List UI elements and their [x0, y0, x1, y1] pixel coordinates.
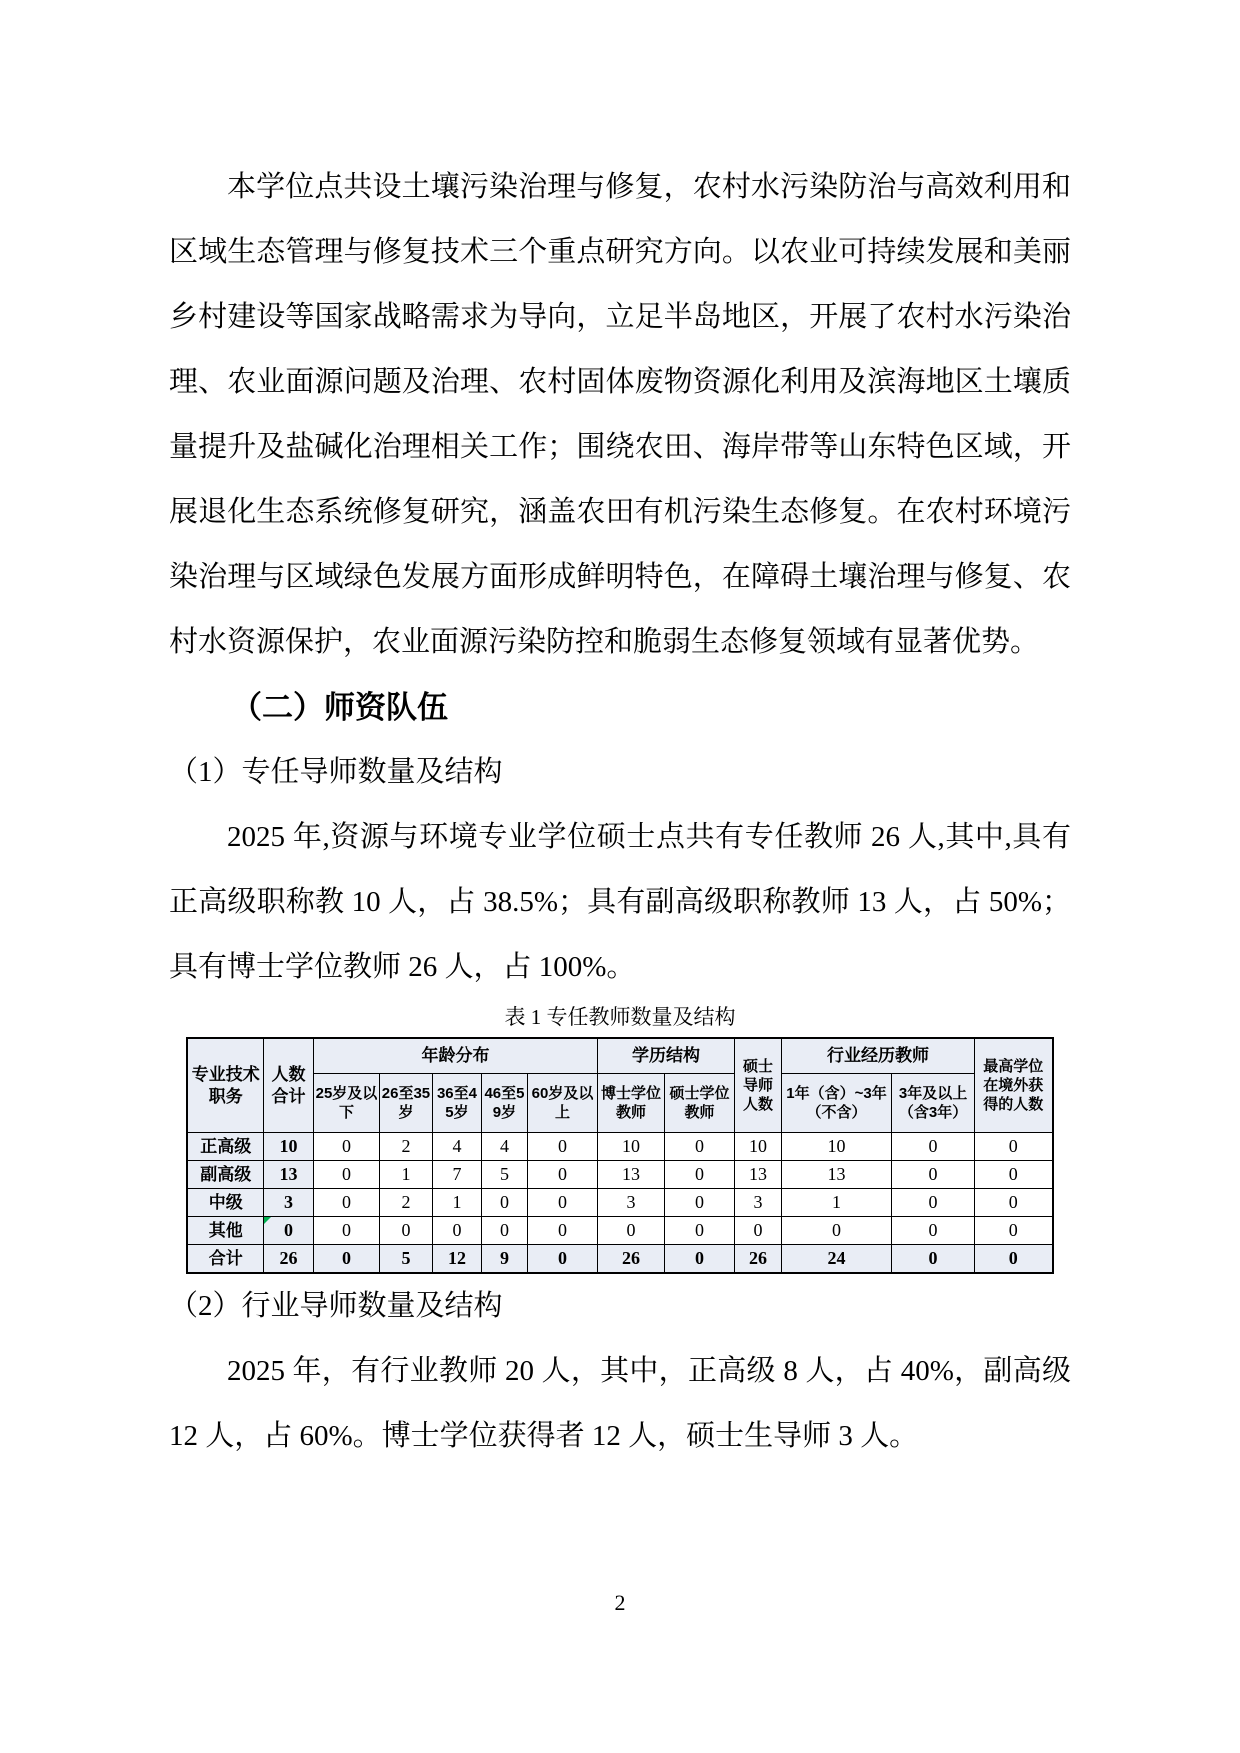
- intro-paragraph: 本学位点共设土壤污染治理与修复，农村水污染防治与高效利用和区域生态管理与修复技术三个重点研究方向。以农业可持续发展和美丽乡村建设等国家战略需求为导向，立足半岛地区，开展了农村水污染治理、农业面源问题及治理、农村固体废物资源化利用及滨海地区土壤质量提升及盐碱化治理相关工作；围绕农田、海岸带等山东特色区域，开展退化生态系统修复研究，涵盖农田有机污染生态修复。在农村环境污染治理与区域绿色发展方面形成鲜明特色，在障碍土壤治理与修复、农村水资源保护，农业面源污染防控和脆弱生态修复领域有显著优势。: [169, 171, 1071, 658]
- col-header-master-teachers: 硕士学位教师: [665, 1074, 735, 1133]
- cell-value: 1: [432, 1189, 481, 1217]
- row-label: 副高级: [187, 1161, 263, 1189]
- table-header: [187, 1038, 1052, 1133]
- cell-value: 13: [782, 1161, 892, 1189]
- cell-value: 1: [379, 1161, 432, 1189]
- row-label: 中级: [187, 1189, 263, 1217]
- row-label: 其他: [187, 1217, 263, 1245]
- text-column: [169, 0, 1071, 1469]
- col-header-master-supervisors: 硕士导师人数: [735, 1038, 782, 1133]
- sub-heading-industry-supervisors: （2）行业导师数量及结构: [169, 1290, 503, 1322]
- cell-value: 26: [598, 1245, 665, 1274]
- table-row: [187, 1245, 1052, 1274]
- cell-value: 0: [665, 1217, 735, 1245]
- sub-heading-fulltime-supervisors: （1）专任导师数量及结构: [169, 756, 503, 788]
- col-header-industry-1to3y: 1年（含）~3年（不含）: [782, 1074, 892, 1133]
- cell-value: 7: [432, 1161, 481, 1189]
- cell-value: 0: [481, 1189, 527, 1217]
- cell-value: 0: [481, 1217, 527, 1245]
- table-row: [187, 1161, 1052, 1189]
- cell-value: 0: [432, 1217, 481, 1245]
- page-number: 2: [614, 1590, 626, 1615]
- col-header-headcount-total: 人数合计: [263, 1038, 313, 1133]
- cell-value: 0: [975, 1245, 1053, 1274]
- col-header-doctoral-teachers: 博士学位教师: [598, 1074, 665, 1133]
- cell-value: 4: [481, 1133, 527, 1161]
- comment-marker-icon: [264, 1217, 271, 1224]
- cell-value: 0: [892, 1189, 975, 1217]
- cell-value: 0: [665, 1161, 735, 1189]
- cell-value: 0: [263, 1217, 313, 1245]
- cell-value: 0: [892, 1245, 975, 1274]
- cell-value: 0: [665, 1133, 735, 1161]
- cell-value: 4: [432, 1133, 481, 1161]
- table-row: [187, 1133, 1052, 1161]
- cell-value: 0: [527, 1245, 597, 1274]
- cell-value: 10: [263, 1133, 313, 1161]
- cell-value: 0: [975, 1161, 1053, 1189]
- cell-value: 0: [313, 1217, 379, 1245]
- cell-value: 26: [735, 1245, 782, 1274]
- cell-value: 2: [379, 1189, 432, 1217]
- col-header-overseas-degree: 最高学位在境外获得的人数: [975, 1038, 1053, 1133]
- col-header-age-26-35: 26至35岁: [379, 1074, 432, 1133]
- cell-value: 0: [313, 1133, 379, 1161]
- cell-value: 10: [782, 1133, 892, 1161]
- col-header-age-36-45: 36至45岁: [432, 1074, 481, 1133]
- cell-value: 5: [379, 1245, 432, 1274]
- cell-value: 12: [432, 1245, 481, 1274]
- cell-value: 24: [782, 1245, 892, 1274]
- cell-value: 0: [665, 1189, 735, 1217]
- cell-value: 0: [735, 1217, 782, 1245]
- cell-value: 13: [598, 1161, 665, 1189]
- cell-value: 0: [892, 1133, 975, 1161]
- row-label: 合计: [187, 1245, 263, 1274]
- cell-value: 0: [313, 1189, 379, 1217]
- section-heading-faculty: （二）师资队伍: [231, 690, 448, 725]
- teacher-table-body: [187, 1133, 1052, 1274]
- cell-value: 3: [735, 1189, 782, 1217]
- col-group-education-structure: 学历结构: [598, 1038, 735, 1074]
- cell-value: 0: [975, 1133, 1053, 1161]
- col-group-age-distribution: 年龄分布: [313, 1038, 597, 1074]
- cell-value: 0: [892, 1161, 975, 1189]
- col-header-age-46-59: 46至59岁: [481, 1074, 527, 1133]
- cell-value: 0: [379, 1217, 432, 1245]
- cell-value: 0: [313, 1245, 379, 1274]
- cell-value: 13: [263, 1161, 313, 1189]
- cell-value: 0: [975, 1217, 1053, 1245]
- cell-value: 0: [598, 1217, 665, 1245]
- cell-value: 2: [379, 1133, 432, 1161]
- col-header-age-under25: 25岁及以下: [313, 1074, 379, 1133]
- table-row: [187, 1217, 1052, 1245]
- cell-value: 5: [481, 1161, 527, 1189]
- industry-teachers-paragraph: 2025 年，有行业教师 20 人，其中，正高级 8 人，占 40%，副高级 12 人，占 60%。博士学位获得者 12 人，硕士生导师 3 人。: [169, 1355, 1071, 1452]
- cell-value: 0: [892, 1217, 975, 1245]
- cell-value: 0: [527, 1217, 597, 1245]
- teacher-stats-table: [186, 1037, 1053, 1274]
- cell-value: 0: [527, 1189, 597, 1217]
- cell-value: 13: [735, 1161, 782, 1189]
- cell-value: 1: [782, 1189, 892, 1217]
- col-group-industry-experience: 行业经历教师: [782, 1038, 975, 1074]
- col-header-industry-3yplus: 3年及以上（含3年）: [892, 1074, 975, 1133]
- cell-value: 0: [313, 1161, 379, 1189]
- cell-value: 0: [665, 1245, 735, 1274]
- cell-value: 0: [527, 1161, 597, 1189]
- cell-value: 3: [598, 1189, 665, 1217]
- cell-value: 10: [598, 1133, 665, 1161]
- cell-value: 9: [481, 1245, 527, 1274]
- cell-value: 0: [975, 1189, 1053, 1217]
- cell-value: 3: [263, 1189, 313, 1217]
- col-header-age-60plus: 60岁及以上: [527, 1074, 597, 1133]
- fulltime-teachers-paragraph: 2025 年,资源与环境专业学位硕士点共有专任教师 26 人,其中,具有正高级职称教 10 人，占 38.5%；具有副高级职称教师 13 人，占 50%；具有博士学位教师 26 人，占 100%。: [169, 821, 1071, 983]
- row-label: 正高级: [187, 1133, 263, 1161]
- col-header-job-title: 专业技术职务: [187, 1038, 263, 1133]
- table-row: [187, 1189, 1052, 1217]
- cell-value: 10: [735, 1133, 782, 1161]
- cell-value: 26: [263, 1245, 313, 1274]
- cell-value: 0: [527, 1133, 597, 1161]
- cell-value: 0: [782, 1217, 892, 1245]
- table-caption: 表 1 专任教师数量及结构: [504, 1005, 736, 1029]
